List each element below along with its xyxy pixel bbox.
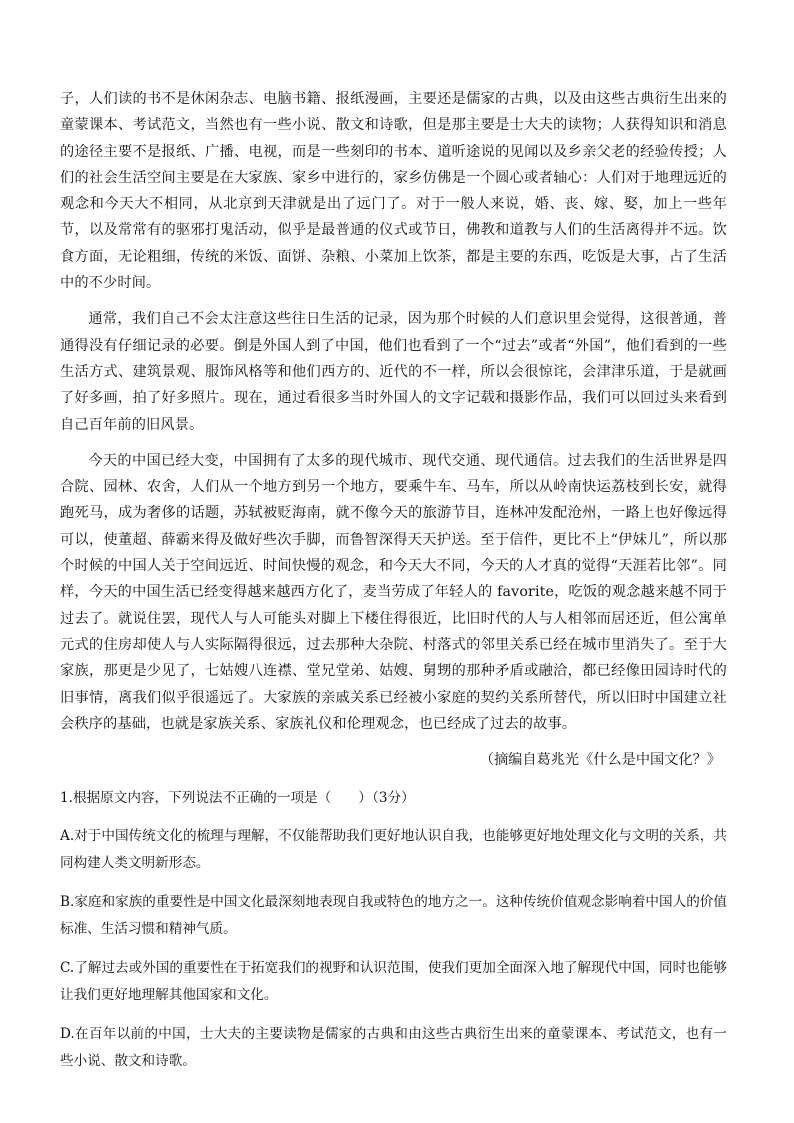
option-c: C.了解过去或外国的重要性在于拓宽我们的视野和认识范围，使我们更加全面深入地了解现代中国，同时也能够让我们更好地理解其他国家和文化。 bbox=[60, 960, 727, 1004]
option-b: B.家庭和家族的重要性是中国文化最深刻地表现自我或特色的地方之一。这种传统价值观念影响着中国人的价值标准、生活习惯和精神气质。 bbox=[60, 894, 727, 938]
passage-paragraph-1: 子，人们读的书不是休闲杂志、电脑书籍、报纸漫画，主要还是儒家的古典，以及由这些古典衍生出来的童蒙课本、考试范文，当然也有一些小说、散文和诗歌，但是那主要是士大夫的读物；人获得知识和消息的途径主要不是报纸、广播、电视，而是一些刻印的书本、道听途说的见闻以及乡亲父老的经验传授；人们的社会生活空间主要是在大家族、家乡中进行的，家乡仿佛是一个圆心或者轴心：人们对于地理远近的观念和今天大不相同，从北京到天津就是出了远门了。对于一般人来说，婚、丧、嫁、娶，加上一些年节，以及常常有的驱邪打鬼活动，似乎是最普通的仪式或节日，佛教和道教与人们的生活离得并不远。饮食方面，无论粗细，传统的米饭、面饼、杂粮、小菜加上饮茶，都是主要的东西，吃饭是大事，占了生活中的不少时间。 bbox=[60, 91, 727, 292]
passage-paragraph-2: 通常，我们自己不会太注意这些往日生活的记录，因为那个时候的人们意识里会觉得，这很普通，普通得没有仔细记录的必要。倒是外国人到了中国，他们也看到了一个“过去”或者“外国”，他们看到的一些生活方式、建筑景观、服饰风格等和他们西方的、近代的不一样，所以会很惊诧，会津津乐道，于是就画了好多画，拍了好多照片。现在，通过看很多当时外国人的文字记载和摄影作品，我们可以回过头来看到自己百年前的旧风景。 bbox=[60, 311, 727, 433]
document-page bbox=[60, 86, 727, 1075]
passage-paragraph-3: 今天的中国已经大变，中国拥有了太多的现代城市、现代交通、现代通信。过去我们的生活世界是四合院、园林、农舍，人们从一个地方到另一个地方，要乘牛车、马车，所以从岭南快运荔枝到长安，就得跑死马，成为奢侈的话题，苏轼被贬海南，就不像今天的旅游节目，连林冲发配沧州，一路上也好像远得可以，使董超、薛霸来得及做好些次手脚，而鲁智深得天天护送。至于信件，更比不上“伊妹儿”，所以那个时候的中国人关于空间远近、时间快慢的观念，和今天大不同，今天的人才真的觉得“天涯若比邻”。同样，今天的中国生活已经变得越来越西方化了，麦当劳成了年轻人的 favorite，吃饭的观念越来越不同于过去了。就说住罢，现代人与人可能头对脚上下楼住得很近，比旧时代的人与人相邻而居还近，但公寓单元式的住房却使人与人实际隔得很远，过去那种大杂院、村落式的邻里关系已经在城市里消失了。至于大家族，那更是少见了，七姑嫂八连襟、堂兄堂弟、姑嫂、舅甥的那种矛盾或融洽，都已经像田园诗时代的旧事情，离我们似乎很遥远了。大家族的亲戚关系已经被小家庭的契约关系所替代，所以旧时中国建立社会秩序的基础，也就是家族关系、家族礼仪和伦理观念，也已经成了过去的故事。 bbox=[60, 452, 727, 732]
option-d: D.在百年以前的中国，士大夫的主要读物是儒家的古典和由这些古典衍生出来的童蒙课本、考试范文，也有一些小说、散文和诗歌。 bbox=[60, 1026, 727, 1070]
option-a: A.对于中国传统文化的梳理与理解，不仅能帮助我们更好地认识自我，也能够更好地处理文化与文明的关系，共同构建人类文明新形态。 bbox=[60, 828, 727, 872]
question-stem: 1.根据原文内容，下列说法不正确的一项是（ ）（3分） bbox=[60, 790, 415, 807]
passage-source: （摘编自葛兆光《什么是中国文化？》 bbox=[479, 752, 721, 769]
